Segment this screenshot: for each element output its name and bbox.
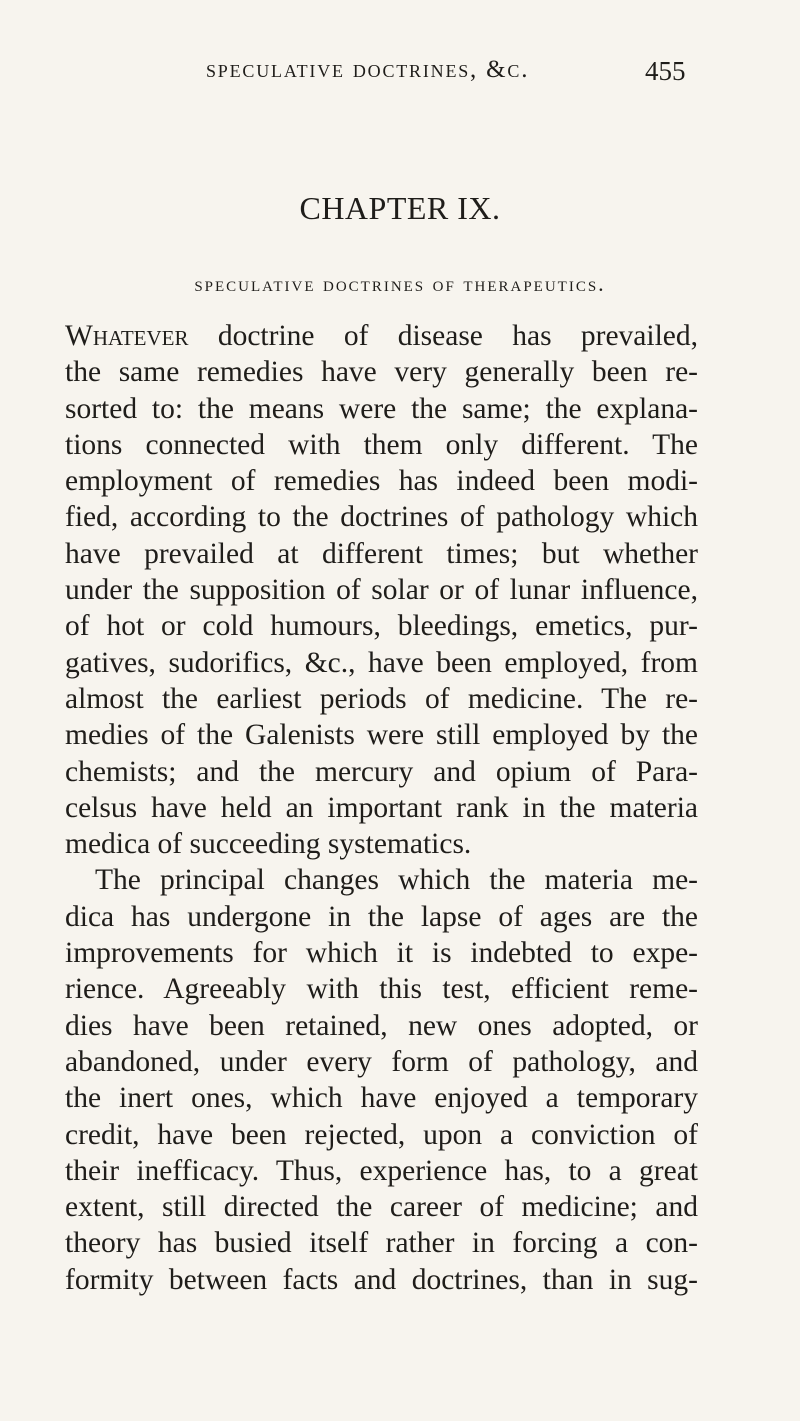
text-line: tions connected with them only different. The xyxy=(65,428,698,461)
text-line: improvements for which it is indebted to expe- xyxy=(65,937,698,970)
text-line: formity between facts and doctrines, than in sug- xyxy=(65,1263,698,1296)
text-line: fied, according to the doctrines of pathology which xyxy=(65,501,698,534)
paragraph-1 xyxy=(65,318,698,862)
text-line: dies have been retained, new ones adopted, or xyxy=(65,1009,698,1042)
text-line: The principal changes which the materia me- xyxy=(95,864,698,897)
text-line: abandoned, under every form of pathology, and xyxy=(65,1045,698,1078)
text-line: employment of remedies has indeed been modi- xyxy=(65,465,698,498)
section-title: speculative doctrines of therapeutics. xyxy=(194,271,606,296)
text-line: dica has undergone in the lapse of ages are the xyxy=(65,900,698,933)
text-line: celsus have held an important rank in the materia xyxy=(65,791,698,824)
text-line xyxy=(65,318,698,354)
text-line: medies of the Galenists were still employed by the xyxy=(65,719,698,752)
page-number: 455 xyxy=(645,56,686,86)
text-line: medica of succeeding systematics. xyxy=(65,828,472,861)
paragraph-2 xyxy=(65,862,698,1298)
running-head xyxy=(0,56,800,96)
text-line: almost the earliest periods of medicine. The re- xyxy=(65,682,698,715)
text-line: credit, have been rejected, upon a conviction of xyxy=(65,1118,698,1151)
text-line: sorted to: the means were the same; the explana- xyxy=(65,392,698,425)
text-line: the same remedies have very generally been re- xyxy=(65,356,698,389)
text-line: extent, still directed the career of medicine; and xyxy=(65,1191,698,1224)
text-line: their inefficacy. Thus, experience has, to a great xyxy=(65,1154,698,1187)
text-line: of hot or cold humours, bleedings, emetics, pur- xyxy=(65,610,698,643)
paragraph-opening-rest: doctrine of disease has prevailed, xyxy=(188,320,698,352)
text-line: have prevailed at different times; but whether xyxy=(65,537,698,570)
text-line: the inert ones, which have enjoyed a temporary xyxy=(65,1082,698,1115)
chapter-title: CHAPTER IX. xyxy=(299,190,501,226)
paragraph-opening-word: Whatever xyxy=(65,320,189,352)
text-line: theory has busied itself rather in forcing a con- xyxy=(65,1227,698,1260)
text-line: chemists; and the mercury and opium of Para- xyxy=(65,755,698,788)
running-title: speculative doctrines, &c. xyxy=(206,56,530,83)
text-line: rience. Agreeably with this test, efficient reme- xyxy=(65,973,698,1006)
text-line: under the supposition of solar or of lunar influence, xyxy=(65,574,698,607)
text-line: gatives, sudorifics, &c., have been employed, from xyxy=(65,646,698,679)
body-text xyxy=(65,318,698,1298)
